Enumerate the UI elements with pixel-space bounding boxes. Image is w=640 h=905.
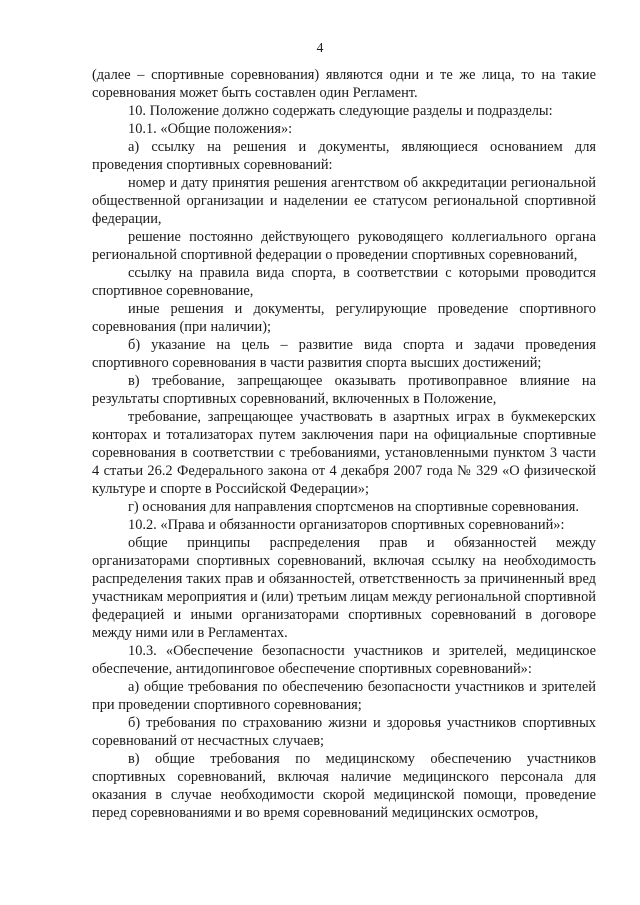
paragraph-item-b: б) требования по страхованию жизни и здоровья участников спортивных соревнований от несчастных случаев; [92, 715, 596, 749]
paragraph-item-v: в) общие требования по медицинскому обеспечению участников спортивных соревнований, включая наличие медицинского персонала для оказания в случае необходимости скорой медицинской помощи, проведение перед соревнованиями и во время соревнований медицинских осмотров, [92, 751, 596, 821]
paragraph-item-a: а) ссылку на решения и документы, являющиеся основанием для проведения спортивных соревнований: [92, 139, 596, 173]
section-heading-10-1: 10.1. «Общие положения»: [128, 121, 293, 137]
paragraph-item-g: г) основания для направления спортсменов на спортивные соревнования. [128, 499, 579, 515]
section-heading-10-3: 10.3. «Обеспечение безопасности участников и зрителей, медицинское обеспечение, антидопинговое обеспечение спортивных соревнований»: [92, 643, 596, 677]
paragraph: решение постоянно действующего руководящего коллегиального органа региональной спортивной федерации о проведении спортивных соревнований, [92, 229, 596, 263]
paragraph: номер и дату принятия решения агентством об аккредитации региональной общественной организации и наделении ее статусом региональной спортивной федерации, [92, 175, 596, 227]
paragraph-item-b: б) указание на цель – развитие вида спорта и задачи проведения спортивного соревнования в части развития спорта высших достижений; [92, 337, 596, 371]
paragraph: иные решения и документы, регулирующие проведение спортивного соревнования (при наличии); [92, 301, 596, 335]
paragraph-item-a: а) общие требования по обеспечению безопасности участников и зрителей при проведении спортивного соревнования; [92, 679, 596, 713]
paragraph-item-10: 10. Положение должно содержать следующие разделы и подразделы: [128, 103, 553, 119]
paragraph-continuation: (далее – спортивные соревнования) являются одни и те же лица, то на такие соревнования может быть составлен один Регламент. [92, 67, 596, 101]
section-heading-10-2: 10.2. «Права и обязанности организаторов спортивных соревнований»: [128, 517, 565, 533]
page-number: 4 [316, 40, 324, 55]
paragraph-item-v: в) требование, запрещающее оказывать противоправное влияние на результаты спортивных соревнований, включенных в Положение, [92, 373, 596, 407]
paragraph: требование, запрещающее участвовать в азартных играх в букмекерских конторах и тотализаторах путем заключения пари на официальные спортивные соревнования в соответствии с требованиями, установленными пунктом 3 части 4 статьи 26.2 Федерального закона от 4 декабря 2007 года № 329 «О физической культуре и спорте в Российской Федерации»; [92, 409, 596, 497]
paragraph: общие принципы распределения прав и обязанностей между организаторами спортивных соревнований, включая ссылку на необходимость распределения таких прав и обязанностей, ответственность за причиненный вред участникам мероприятия и (или) третьим лицам между региональной спортивной федерацией и иными организаторами спортивных соревнований в договоре между ними или в Регламентах. [92, 535, 596, 641]
paragraph: ссылку на правила вида спорта, в соответствии с которыми проводится спортивное соревнование, [92, 265, 596, 299]
document-body [92, 66, 596, 822]
